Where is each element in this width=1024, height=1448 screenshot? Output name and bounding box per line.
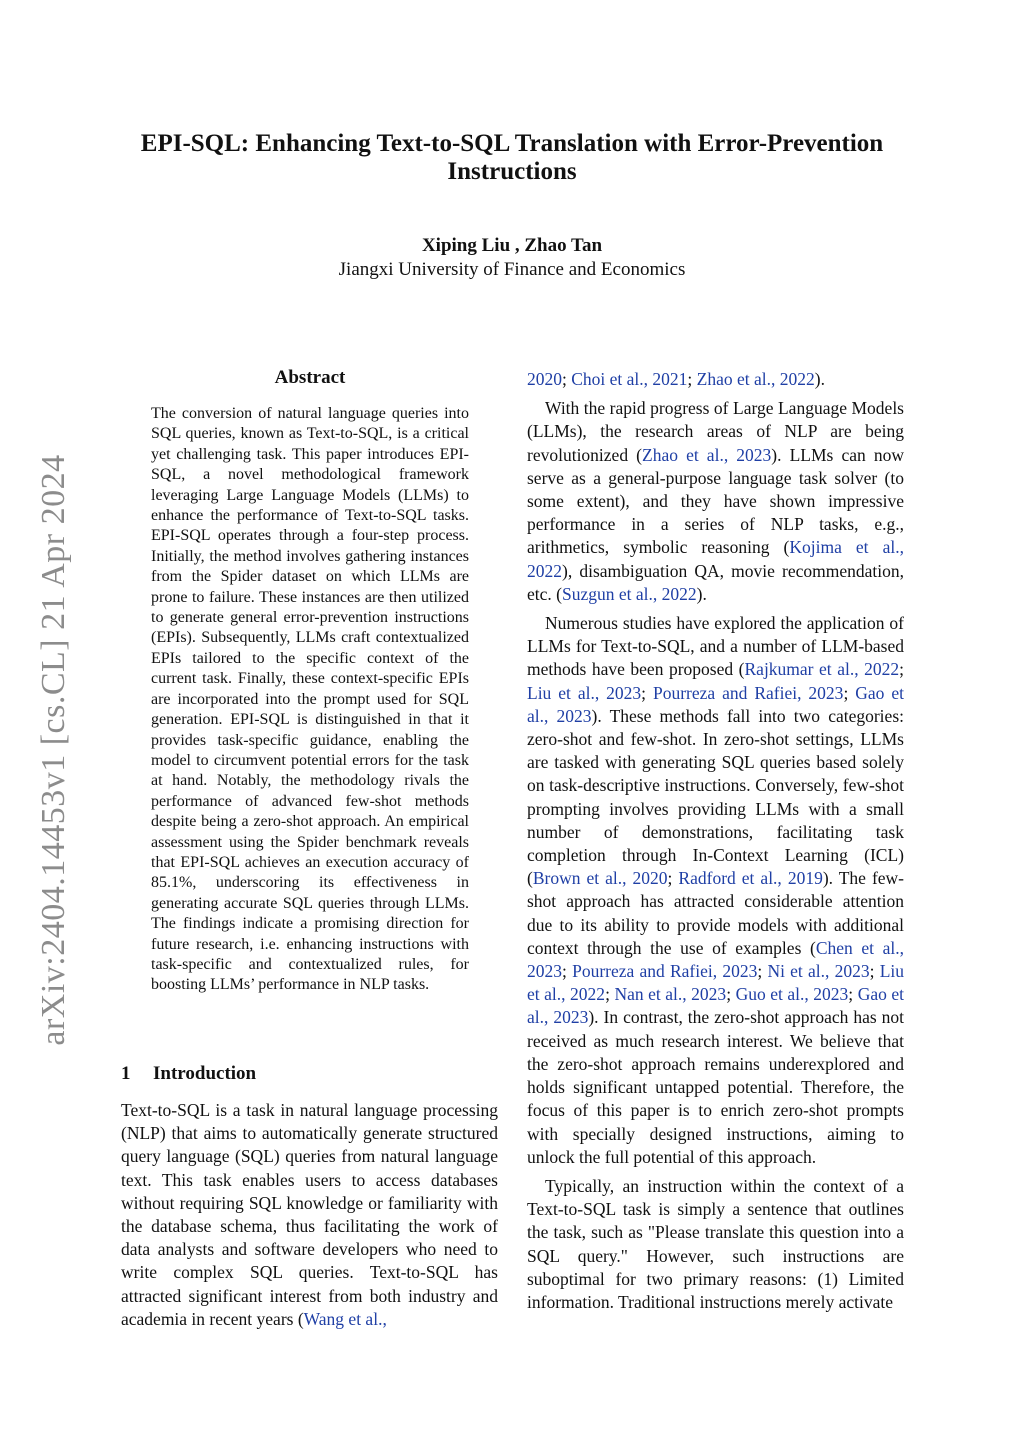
citation-separator: ;	[757, 961, 768, 982]
citation-link[interactable]: Zhao et al., 2023	[642, 444, 772, 465]
paragraph-text: ).	[696, 583, 707, 604]
citation-link[interactable]: Suzgun et al., 2022	[561, 583, 697, 604]
citation-separator: ;	[869, 961, 880, 982]
citation-separator: ;	[667, 868, 679, 889]
citation-separator: ;	[562, 369, 572, 389]
paragraph-text: ), disambiguation QA, movie recommendation, etc. (	[527, 560, 904, 604]
section-heading-introduction	[121, 1062, 256, 1086]
citation-link[interactable]: Brown et al., 2020	[532, 868, 668, 889]
authors: Xiping Liu , Zhao Tan	[421, 235, 603, 256]
intro-paragraph-1	[121, 1099, 498, 1331]
citation-separator: ;	[848, 984, 858, 1005]
paragraph-text: ). The few-shot approach has attracted considerable attention due to its ability to provide models with additional context through the use of examples (	[527, 868, 905, 958]
section-number: 1	[121, 1063, 131, 1084]
citation-separator: ;	[899, 659, 904, 680]
intro-paragraph-1-continued	[527, 368, 904, 391]
paragraph-text: Typically, an instruction within the context of a Text-to-SQL task is simply a sentence that outlines the task, such as "Please translate this question into a SQL query." However, such instructions are suboptimal for two primary reasons: (1) Limited information. Traditional instructions merely activate	[527, 1175, 904, 1312]
paragraph-text: With the rapid progress of Large Language Models (LLMs), the research areas of NLP are being revolutionized (	[527, 398, 904, 465]
citation-link[interactable]: Liu et al., 2023	[527, 682, 642, 703]
paragraph-text: ). These methods fall into two categories: zero-shot and few-shot. In zero-shot settings, LLMs are tasked with generating SQL queries based solely on task-descriptive instructions. Conversely, few-shot prompting involves providing LLMs with a small number of demonstrations, facilitating task completion through In-Context Learning (ICL) (	[527, 705, 904, 889]
paragraph-text: Numerous studies have explored the application of LLMs for Text-to-SQL, and a number of LLM-based methods have been proposed (	[527, 613, 904, 680]
intro-paragraph-3	[527, 612, 904, 1169]
citation-link[interactable]: Liu et al., 2022	[527, 961, 905, 1005]
citation-link[interactable]: Wang et al.,	[303, 1308, 387, 1329]
citation-link[interactable]: Gao et al., 2023	[527, 682, 904, 726]
abstract-text: The conversion of natural language queries into SQL queries, known as Text-to-SQL, is a critical yet challenging task. This paper introduces EPI-SQL, a novel methodological framework leveraging Large Language Models (LLMs) to enhance the performance of Text-to-SQL tasks. EPI-SQL operates through a four-step process. Initially, the method involves gathering instances from the Spider dataset on which LLMs are prone to failure. These instances are then utilized to generate general error-prevention instructions (EPIs). Subsequently, LLMs craft contextualized EPIs tailored to the specific context of the current task. Finally, these context-specific EPIs are incorporated into the prompt used for SQL generation. EPI-SQL is distinguished in that it provides task-specific guidance, enabling the model to circumvent potential errors for the task at hand. Notably, the methodology rivals the performance of advanced few-shot methods despite being a zero-shot approach. An empirical assessment using the Spider benchmark reveals that EPI-SQL achieves an execution accuracy of 85.1%, underscoring its effectiveness in generating accurate SQL queries through LLMs. The findings indicate a promising direction for future research, i.e. enhancing instructions with task-specific and contextualized rules, for boosting LLMs’ performance in NLP tasks.	[151, 405, 469, 994]
intro-paragraph-2	[527, 397, 904, 606]
paragraph-text: ). In contrast, the zero-shot approach has not received as much research interest. We believe that the zero-shot approach remains underexplored and holds significant untapped potential. Therefore, the focus of this paper is to enrich zero-shot prompts with specially designed instructions, aiming to unlock the full potential of this approach.	[527, 1007, 904, 1167]
citation-separator: ).	[814, 369, 825, 389]
section-title: Introduction	[153, 1063, 257, 1084]
citation-link[interactable]: Nan et al., 2023	[614, 984, 727, 1005]
abstract-heading: Abstract	[274, 367, 346, 388]
citation-separator: ;	[843, 682, 856, 703]
citation-separator: ;	[687, 369, 697, 389]
affiliation: Jiangxi University of Finance and Economics	[338, 259, 686, 280]
citation-link[interactable]: Pourreza and Rafiei, 2023	[572, 961, 758, 982]
citation-link[interactable]: Pourreza and Rafiei, 2023	[652, 682, 844, 703]
paper-title: EPI-SQL: Enhancing Text-to-SQL Translation with Error-Prevention Instructions	[140, 130, 884, 185]
intro-paragraph-4	[527, 1175, 904, 1314]
citation-link[interactable]: Gao et al., 2023	[527, 984, 904, 1028]
citation-link[interactable]: Rajkumar et al., 2022	[744, 659, 900, 680]
arxiv-identifier: arXiv:2404.14453v1 [cs.CL] 21 Apr 2024	[35, 454, 72, 1046]
citation-separator: ;	[726, 984, 736, 1005]
citation-link[interactable]: Ni et al., 2023	[767, 961, 870, 982]
citation-separator: ;	[562, 961, 573, 982]
citation-link[interactable]: Kojima et al., 2022	[527, 537, 904, 581]
citation-separator: ;	[605, 984, 615, 1005]
citation-link[interactable]: 2020	[527, 369, 562, 389]
citation-link[interactable]: Radford et al., 2019	[678, 868, 823, 889]
citation-link[interactable]: Chen et al., 2023	[527, 937, 904, 982]
citation-link[interactable]: Choi et al., 2021	[571, 369, 688, 389]
paragraph-text: ). LLMs can now serve as a general-purpose language task solver (to some extent), and they have shown impressive performance in a series of NLP tasks, e.g., arithmetics, symbolic reasoning (	[527, 444, 904, 558]
right-column	[527, 368, 904, 1320]
intro-paragraph-1-text: Text-to-SQL is a task in natural language processing (NLP) that aims to automatically generate structured query language (SQL) queries from natural language text. This task enables users to access databases without requiring SQL knowledge or familiarity with the database schema, thus facilitating the work of data analysts and software developers who need to write complex SQL queries. Text-to-SQL has attracted significant interest from both industry and academia in recent years (	[121, 1100, 498, 1329]
citation-separator: ;	[641, 682, 653, 703]
citation-link[interactable]: Zhao et al., 2022	[696, 369, 815, 389]
citation-link[interactable]: Guo et al., 2023	[735, 984, 849, 1005]
